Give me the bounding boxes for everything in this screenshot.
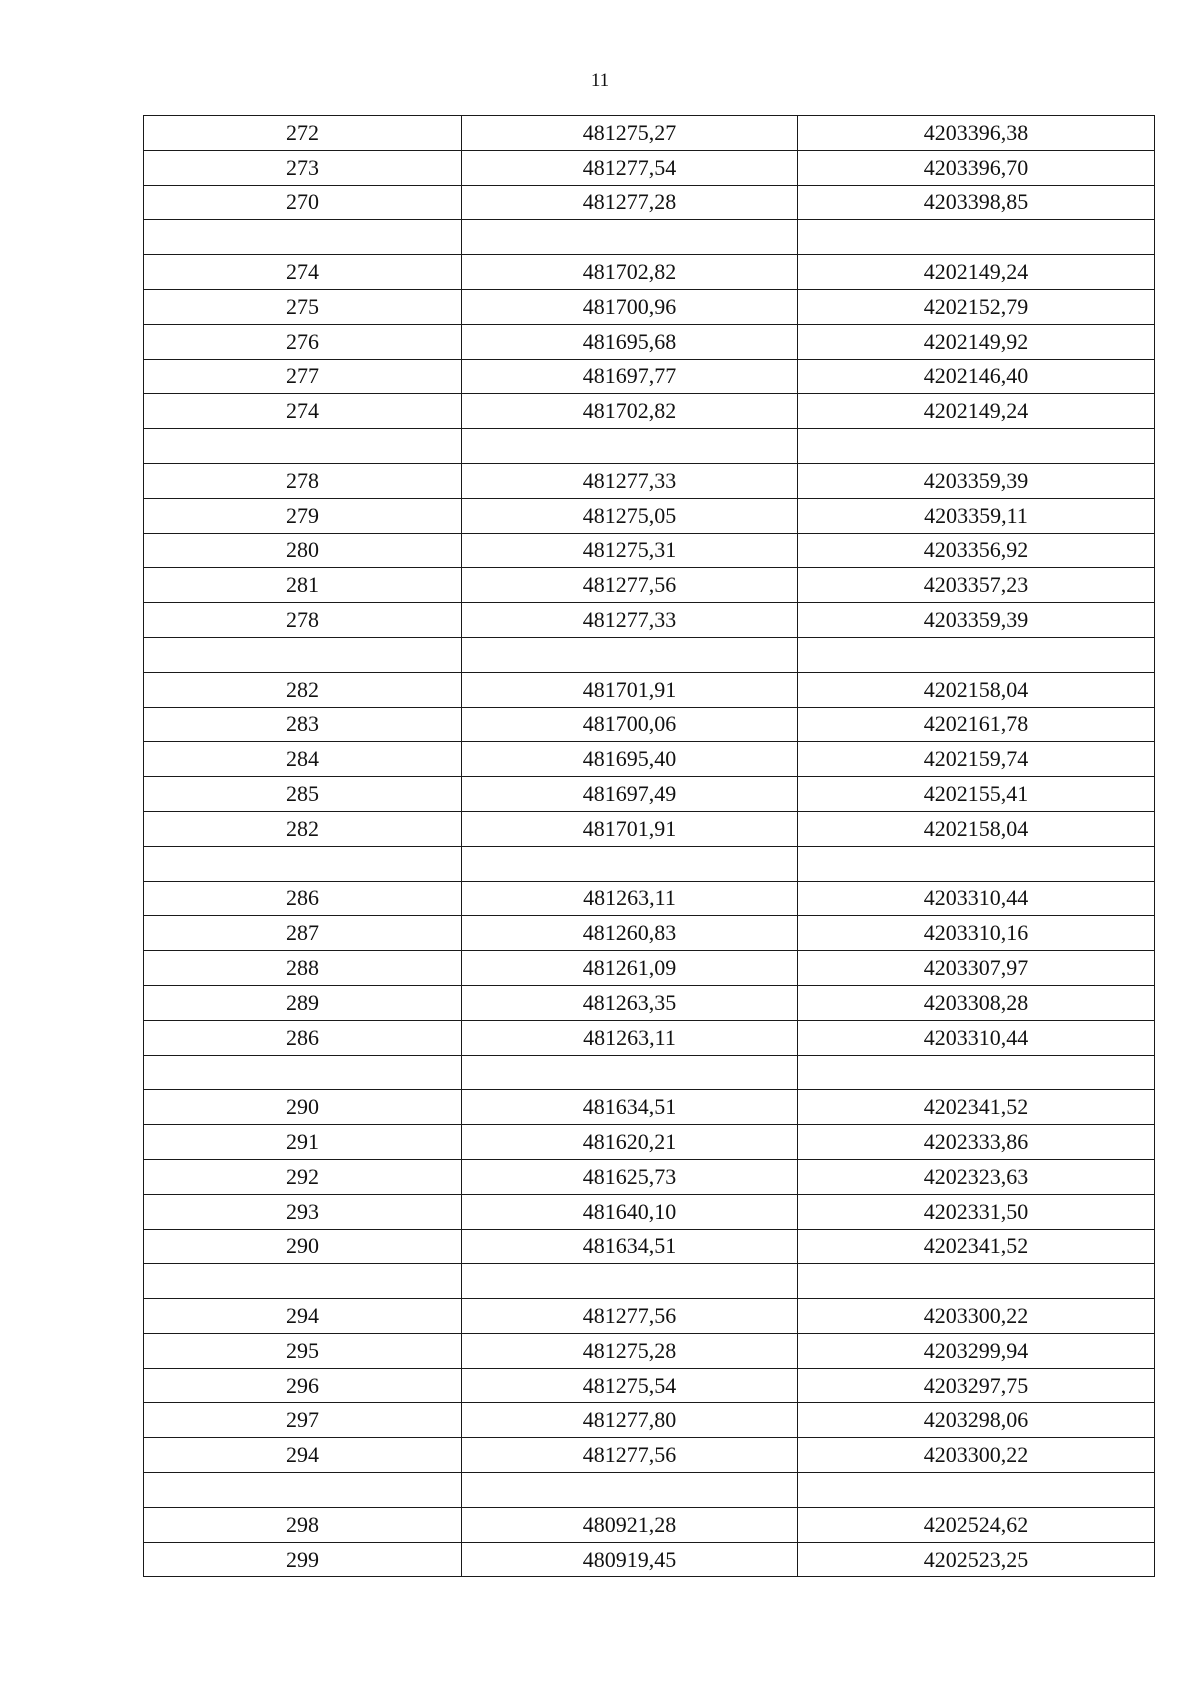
x-coordinate-cell: 481634,51 xyxy=(462,1229,798,1264)
x-coordinate-cell: 481701,91 xyxy=(462,672,798,707)
table-row xyxy=(144,463,1155,498)
point-number-cell: 297 xyxy=(144,1403,462,1438)
x-coordinate-cell: 481275,54 xyxy=(462,1368,798,1403)
point-number-cell: 292 xyxy=(144,1159,462,1194)
point-number-cell: 290 xyxy=(144,1090,462,1125)
x-coordinate-cell: 481261,09 xyxy=(462,951,798,986)
point-number-cell: 282 xyxy=(144,811,462,846)
x-coordinate-cell: 481275,31 xyxy=(462,533,798,568)
table-row xyxy=(144,951,1155,986)
table-row xyxy=(144,359,1155,394)
y-coordinate-cell: 4202149,92 xyxy=(798,324,1155,359)
point-number-cell: 284 xyxy=(144,742,462,777)
y-coordinate-cell: 4202323,63 xyxy=(798,1159,1155,1194)
table-row xyxy=(144,1333,1155,1368)
y-coordinate-cell: 4202341,52 xyxy=(798,1090,1155,1125)
x-coordinate-cell xyxy=(462,1264,798,1299)
point-number-cell: 277 xyxy=(144,359,462,394)
y-coordinate-cell: 4202161,78 xyxy=(798,707,1155,742)
point-number-cell xyxy=(144,429,462,464)
point-number-cell: 295 xyxy=(144,1333,462,1368)
x-coordinate-cell: 481277,33 xyxy=(462,463,798,498)
y-coordinate-cell: 4203299,94 xyxy=(798,1333,1155,1368)
y-coordinate-cell: 4203310,16 xyxy=(798,916,1155,951)
y-coordinate-cell: 4202149,24 xyxy=(798,255,1155,290)
x-coordinate-cell xyxy=(462,846,798,881)
y-coordinate-cell: 4202333,86 xyxy=(798,1125,1155,1160)
coordinates-table xyxy=(143,115,1155,1577)
x-coordinate-cell: 481695,40 xyxy=(462,742,798,777)
point-number-cell: 274 xyxy=(144,394,462,429)
x-coordinate-cell: 481620,21 xyxy=(462,1125,798,1160)
x-coordinate-cell: 481277,80 xyxy=(462,1403,798,1438)
x-coordinate-cell: 481277,56 xyxy=(462,568,798,603)
point-number-cell: 291 xyxy=(144,1125,462,1160)
page-number: 11 xyxy=(590,70,610,91)
y-coordinate-cell: 4203396,70 xyxy=(798,150,1155,185)
point-number-cell: 286 xyxy=(144,1020,462,1055)
x-coordinate-cell: 481697,77 xyxy=(462,359,798,394)
x-coordinate-cell: 481700,96 xyxy=(462,289,798,324)
table-row xyxy=(144,1194,1155,1229)
table-row xyxy=(144,1090,1155,1125)
y-coordinate-cell xyxy=(798,1264,1155,1299)
point-number-cell: 279 xyxy=(144,498,462,533)
y-coordinate-cell: 4202146,40 xyxy=(798,359,1155,394)
point-number-cell: 275 xyxy=(144,289,462,324)
x-coordinate-cell: 481697,49 xyxy=(462,777,798,812)
table-row xyxy=(144,498,1155,533)
y-coordinate-cell xyxy=(798,846,1155,881)
x-coordinate-cell: 481275,27 xyxy=(462,116,798,151)
point-number-cell xyxy=(144,846,462,881)
y-coordinate-cell: 4203356,92 xyxy=(798,533,1155,568)
separator-row xyxy=(144,1473,1155,1508)
point-number-cell: 294 xyxy=(144,1438,462,1473)
table-row xyxy=(144,777,1155,812)
table-row xyxy=(144,324,1155,359)
x-coordinate-cell xyxy=(462,429,798,464)
point-number-cell: 274 xyxy=(144,255,462,290)
x-coordinate-cell: 481702,82 xyxy=(462,255,798,290)
x-coordinate-cell: 481277,54 xyxy=(462,150,798,185)
y-coordinate-cell: 4203357,23 xyxy=(798,568,1155,603)
x-coordinate-cell: 481634,51 xyxy=(462,1090,798,1125)
x-coordinate-cell: 481263,11 xyxy=(462,1020,798,1055)
y-coordinate-cell: 4203307,97 xyxy=(798,951,1155,986)
table-row xyxy=(144,742,1155,777)
y-coordinate-cell xyxy=(798,1055,1155,1090)
x-coordinate-cell: 481277,33 xyxy=(462,603,798,638)
x-coordinate-cell xyxy=(462,637,798,672)
table-row xyxy=(144,394,1155,429)
x-coordinate-cell: 481701,91 xyxy=(462,811,798,846)
table-row xyxy=(144,672,1155,707)
point-number-cell: 276 xyxy=(144,324,462,359)
table-row xyxy=(144,255,1155,290)
point-number-cell: 282 xyxy=(144,672,462,707)
y-coordinate-cell: 4203359,39 xyxy=(798,603,1155,638)
x-coordinate-cell: 481277,28 xyxy=(462,185,798,220)
table-row xyxy=(144,1403,1155,1438)
y-coordinate-cell: 4203308,28 xyxy=(798,985,1155,1020)
point-number-cell: 278 xyxy=(144,603,462,638)
y-coordinate-cell: 4202155,41 xyxy=(798,777,1155,812)
point-number-cell: 289 xyxy=(144,985,462,1020)
y-coordinate-cell: 4202159,74 xyxy=(798,742,1155,777)
y-coordinate-cell: 4203359,11 xyxy=(798,498,1155,533)
point-number-cell: 293 xyxy=(144,1194,462,1229)
table-row xyxy=(144,1020,1155,1055)
table-row xyxy=(144,289,1155,324)
y-coordinate-cell: 4202158,04 xyxy=(798,672,1155,707)
point-number-cell: 286 xyxy=(144,881,462,916)
x-coordinate-cell: 481640,10 xyxy=(462,1194,798,1229)
y-coordinate-cell: 4202149,24 xyxy=(798,394,1155,429)
table-row xyxy=(144,1507,1155,1542)
separator-row xyxy=(144,1264,1155,1299)
table-row xyxy=(144,1438,1155,1473)
point-number-cell xyxy=(144,1473,462,1508)
x-coordinate-cell: 481275,05 xyxy=(462,498,798,533)
x-coordinate-cell: 481263,11 xyxy=(462,881,798,916)
separator-row xyxy=(144,846,1155,881)
x-coordinate-cell: 481275,28 xyxy=(462,1333,798,1368)
point-number-cell: 270 xyxy=(144,185,462,220)
x-coordinate-cell xyxy=(462,1473,798,1508)
point-number-cell: 294 xyxy=(144,1299,462,1334)
y-coordinate-cell: 4202152,79 xyxy=(798,289,1155,324)
table-row xyxy=(144,185,1155,220)
x-coordinate-cell xyxy=(462,1055,798,1090)
point-number-cell: 278 xyxy=(144,463,462,498)
table-row xyxy=(144,533,1155,568)
x-coordinate-cell: 481695,68 xyxy=(462,324,798,359)
table-row xyxy=(144,568,1155,603)
point-number-cell xyxy=(144,1055,462,1090)
y-coordinate-cell: 4202524,62 xyxy=(798,1507,1155,1542)
y-coordinate-cell xyxy=(798,1473,1155,1508)
x-coordinate-cell: 481702,82 xyxy=(462,394,798,429)
y-coordinate-cell: 4203310,44 xyxy=(798,1020,1155,1055)
point-number-cell: 288 xyxy=(144,951,462,986)
x-coordinate-cell xyxy=(462,220,798,255)
point-number-cell: 273 xyxy=(144,150,462,185)
point-number-cell: 299 xyxy=(144,1542,462,1577)
table-row xyxy=(144,707,1155,742)
y-coordinate-cell: 4203310,44 xyxy=(798,881,1155,916)
y-coordinate-cell: 4202331,50 xyxy=(798,1194,1155,1229)
separator-row xyxy=(144,429,1155,464)
x-coordinate-cell: 481700,06 xyxy=(462,707,798,742)
table-row xyxy=(144,116,1155,151)
table-row xyxy=(144,881,1155,916)
point-number-cell: 287 xyxy=(144,916,462,951)
table-row xyxy=(144,150,1155,185)
y-coordinate-cell: 4202158,04 xyxy=(798,811,1155,846)
point-number-cell xyxy=(144,220,462,255)
y-coordinate-cell: 4203300,22 xyxy=(798,1438,1155,1473)
point-number-cell: 272 xyxy=(144,116,462,151)
table-row xyxy=(144,985,1155,1020)
point-number-cell: 280 xyxy=(144,533,462,568)
point-number-cell: 296 xyxy=(144,1368,462,1403)
table-row xyxy=(144,1159,1155,1194)
table-row xyxy=(144,603,1155,638)
table-row xyxy=(144,1299,1155,1334)
table-row xyxy=(144,1542,1155,1577)
point-number-cell: 285 xyxy=(144,777,462,812)
x-coordinate-cell: 480921,28 xyxy=(462,1507,798,1542)
y-coordinate-cell: 4203300,22 xyxy=(798,1299,1155,1334)
separator-row xyxy=(144,220,1155,255)
y-coordinate-cell: 4203297,75 xyxy=(798,1368,1155,1403)
separator-row xyxy=(144,1055,1155,1090)
y-coordinate-cell: 4203398,85 xyxy=(798,185,1155,220)
y-coordinate-cell xyxy=(798,429,1155,464)
y-coordinate-cell: 4202341,52 xyxy=(798,1229,1155,1264)
y-coordinate-cell: 4202523,25 xyxy=(798,1542,1155,1577)
x-coordinate-cell: 480919,45 xyxy=(462,1542,798,1577)
x-coordinate-cell: 481625,73 xyxy=(462,1159,798,1194)
coordinates-table-body xyxy=(144,116,1155,1577)
x-coordinate-cell: 481263,35 xyxy=(462,985,798,1020)
table-row xyxy=(144,1368,1155,1403)
point-number-cell xyxy=(144,637,462,672)
y-coordinate-cell: 4203298,06 xyxy=(798,1403,1155,1438)
separator-row xyxy=(144,637,1155,672)
x-coordinate-cell: 481277,56 xyxy=(462,1438,798,1473)
point-number-cell: 298 xyxy=(144,1507,462,1542)
table-row xyxy=(144,811,1155,846)
table-row xyxy=(144,1229,1155,1264)
y-coordinate-cell xyxy=(798,637,1155,672)
table-row xyxy=(144,1125,1155,1160)
point-number-cell: 290 xyxy=(144,1229,462,1264)
x-coordinate-cell: 481260,83 xyxy=(462,916,798,951)
point-number-cell: 283 xyxy=(144,707,462,742)
x-coordinate-cell: 481277,56 xyxy=(462,1299,798,1334)
point-number-cell: 281 xyxy=(144,568,462,603)
point-number-cell xyxy=(144,1264,462,1299)
y-coordinate-cell: 4203396,38 xyxy=(798,116,1155,151)
y-coordinate-cell: 4203359,39 xyxy=(798,463,1155,498)
table-row xyxy=(144,916,1155,951)
y-coordinate-cell xyxy=(798,220,1155,255)
